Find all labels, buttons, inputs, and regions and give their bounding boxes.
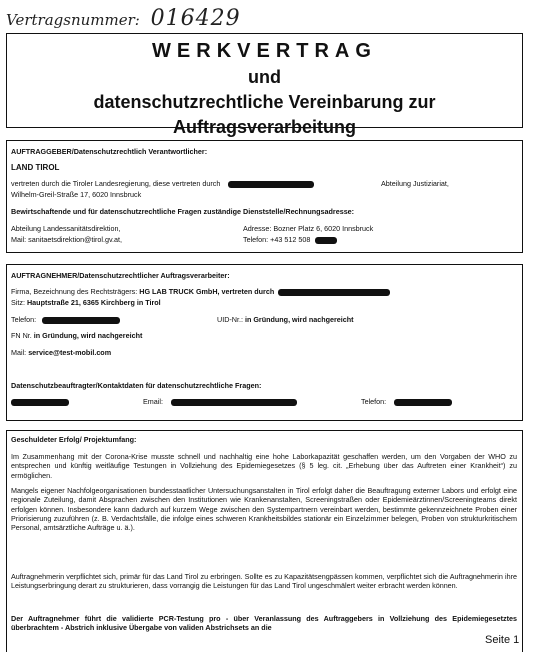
redaction-bar [11, 399, 69, 406]
auftragnehmer-mail: Mail: service@test-mobil.com [11, 348, 112, 357]
erfolg-heading: Geschuldeter Erfolg/ Projektumfang: [11, 435, 137, 444]
redaction-bar [315, 237, 337, 244]
auftraggeber-address: Wilhelm-Greil-Straße 17, 6020 Innsbruck [11, 190, 142, 199]
auftragnehmer-firma: Firma, Bezeichnung des Rechtsträgers: HG LAB TRUCK GmbH, vertreten durch [11, 287, 390, 296]
title-line4: Auftragsverarbeitung [172, 117, 357, 137]
auftraggeber-heading: AUFTRAGGEBER/Datenschutzrechtlich Verantwortlicher: [11, 147, 208, 156]
redaction-bar [171, 399, 297, 406]
auftragnehmer-telefon: Telefon: [11, 315, 120, 324]
dsb-email: Email: [143, 397, 297, 406]
contract-number-value: 016429 [150, 6, 241, 31]
contract-number-label: Vertragsnummer: [6, 11, 140, 29]
dsb-heading: Datenschutzbeauftragter/Kontaktdaten für datenschutzrechtliche Fragen: [11, 381, 262, 390]
erfolg-box [6, 430, 523, 652]
dienststelle-heading: Bewirtschaftende und für datenschutzrechtliche Fragen zuständige Dienststelle/Rechnungsadresse: [11, 207, 355, 216]
title-werkvertrag: WERKVERTRAG [152, 40, 377, 62]
dienststelle-mail: Mail: sanitaetsdirektion@tirol.gv.at, [11, 235, 123, 244]
dienststelle-adresse: Adresse: Bozner Platz 6, 6020 Innsbruck [243, 224, 374, 233]
redaction-bar [228, 181, 314, 188]
auftragnehmer-sitz: Sitz: Hauptstraße 21, 6365 Kirchberg in Tirol [11, 298, 161, 307]
erfolg-paragraph-3: Auftragnehmerin verpflichtet sich, primär für das Land Tirol zu erbringen. Sollte es zu Kapazitätsengpässen kommen, verpflichtet sich die Auftragnehmerin ihre Leistungserbringung derart zu strukturieren, dass vorrangig die Leistungen für das Land Tirol ungeschmälert weiter erbracht werden können. [11, 572, 517, 591]
dienststelle-name: Abteilung Landessanitätsdirektion, [11, 224, 121, 233]
auftraggeber-abteilung: Abteilung Justiziariat, [381, 179, 449, 188]
auftragnehmer-box [6, 264, 523, 421]
title-und: und [248, 67, 281, 87]
auftraggeber-vertreten: vertreten durch die Tiroler Landesregierung, diese vertreten durch [11, 179, 314, 188]
auftragnehmer-fn: FN Nr. in Gründung, wird nachgereicht [11, 331, 143, 340]
title-box [6, 33, 523, 137]
title-line3: datenschutzrechtliche Vereinbarung zur [93, 92, 436, 112]
auftragnehmer-uid: UID-Nr.: in Gründung, wird nachgereicht [217, 315, 354, 324]
redaction-bar [394, 399, 452, 406]
auftraggeber-box [6, 140, 523, 253]
auftragnehmer-heading: AUFTRAGNEHMER/Datenschutzrechtlicher Auftragsverarbeiter: [11, 271, 230, 280]
redaction-bar [278, 289, 390, 296]
auftraggeber-name: LAND TIROL [11, 163, 60, 172]
erfolg-paragraph-1: Im Zusammenhang mit der Corona-Krise musste schnell und nachhaltig eine hohe Laborkapazität geschaffen werden, um den Vorgaben der WHO zu entsprechen und künftig weitläufige Testungen in Vollziehung des Epidemiegesetzes (§ 5 leg. cit. „Erhebung über das Auftreten einer Krankheit“) zu ermöglichen. [11, 452, 517, 480]
contract-number-handwritten [6, 6, 241, 31]
redaction-bar [42, 317, 120, 324]
erfolg-paragraph-4: Der Auftragnehmer führt die validierte PCR-Testung pro - über Veranlassung des Auftraggebers in Vollziehung des Epidemiegesetztes überbrachtem - Abstrich inklusive Übergabe von validen Abstrichsets an die [11, 614, 517, 633]
dienststelle-telefon: Telefon: +43 512 508 [243, 235, 337, 244]
erfolg-paragraph-2: Mangels eigener Nachfolgeorganisationen bundesstaatlicher Untersuchungsanstalten in Tirol erfolgt daher die Beauftragung externer Labors und erfolgt eine regionale Zuteilung, damit Absprachen zwischen den Institutionen wie Krankenanstalten, Screeningstraßen oder Epidemieärztinnen/Screeningteams direkt erfolgen können. Insbesondere kann dadurch auf kurzem Wege zwischen den Systempartnern vereinbart werden, bestimmte gekennzeichnete Proben einer Priorisierung zuzuführen (z. B. Verdachtsfälle, die infolge eines schweren Krankheitsbildes stationär ein Einzelzimmer belegen, Proben von strukturkritischem Personal, amtsärztliche Aufträge u. ä.). [11, 486, 517, 533]
page-number: Seite 1 [485, 634, 520, 646]
dsb-telefon: Telefon: [361, 397, 452, 406]
dsb-name-redacted [11, 397, 69, 406]
